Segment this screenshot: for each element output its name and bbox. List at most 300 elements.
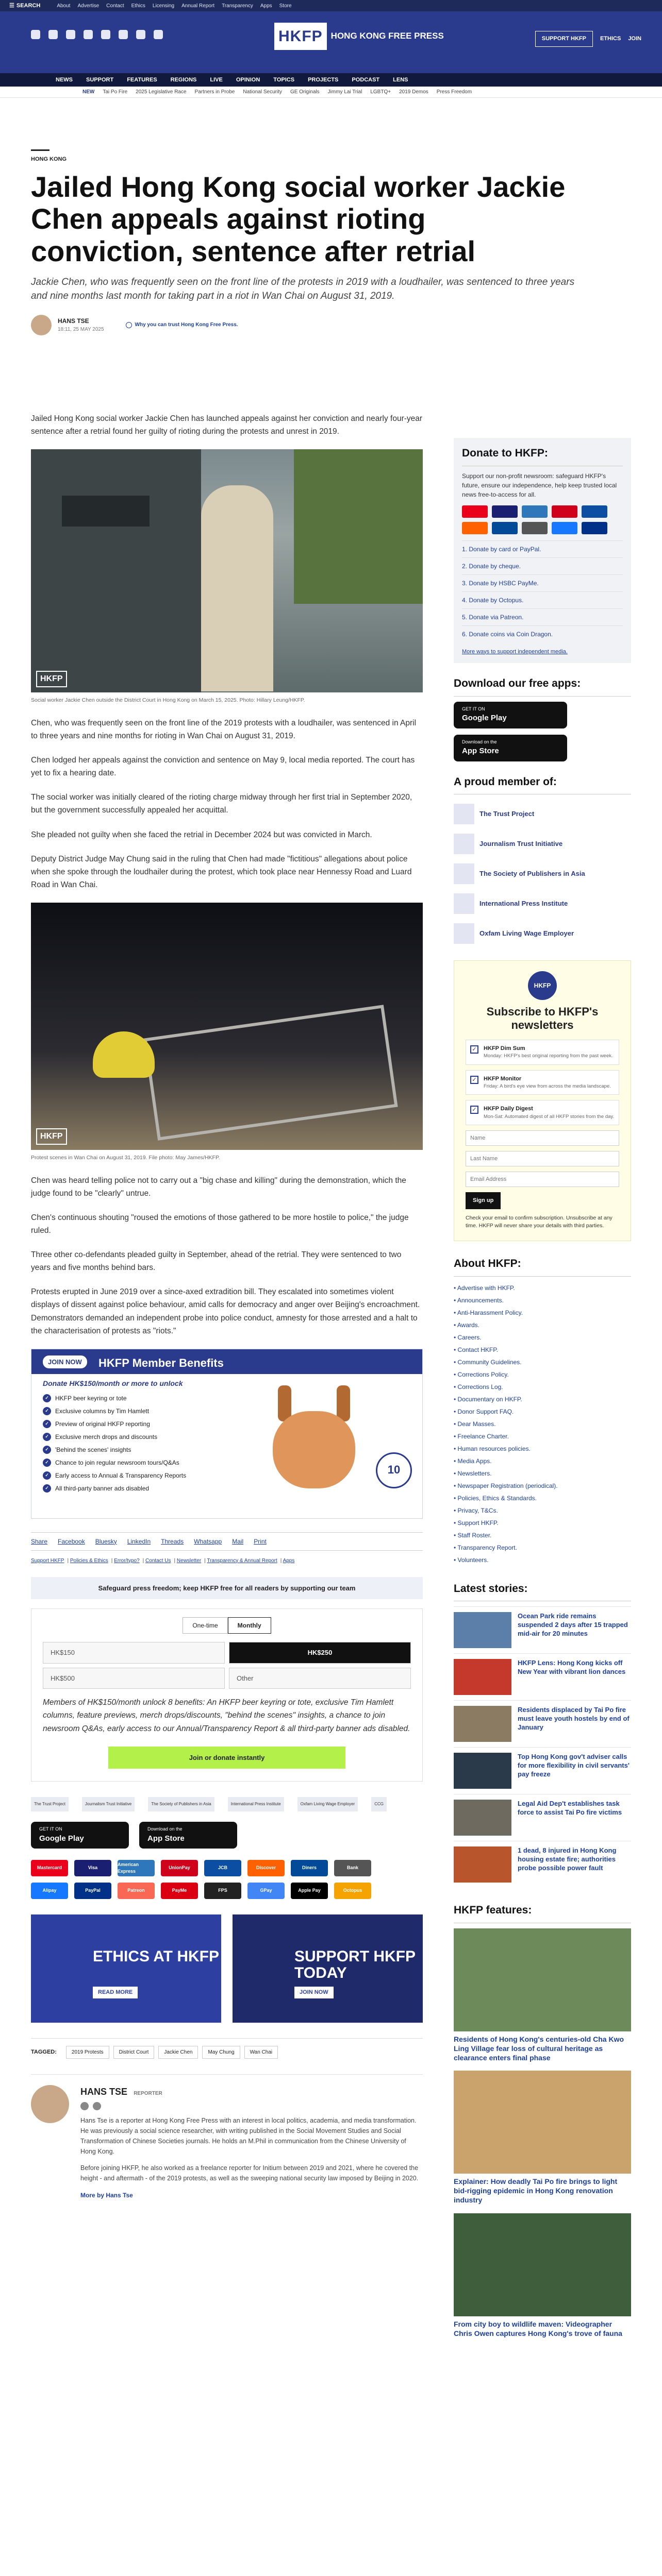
share-link[interactable]: Bluesky <box>95 1537 117 1545</box>
donate-method-link[interactable]: 6. Donate coins via Coin Dragon. <box>462 625 623 642</box>
about-link-label: Privacy, T&Cs. <box>457 1506 498 1514</box>
google-play-badge[interactable] <box>31 1822 129 1849</box>
feature-item[interactable] <box>454 1928 631 2063</box>
share-bar <box>31 1532 423 1551</box>
donate-widget <box>31 1608 423 1782</box>
latest-title: Latest stories: <box>454 1581 631 1602</box>
donate-methods <box>462 540 623 642</box>
trust-logo[interactable]: The Society of Publishers in Asia <box>148 1797 214 1811</box>
checkbox-icon[interactable]: ✓ <box>470 1076 478 1084</box>
proud-title: A proud member of: <box>454 774 631 795</box>
menu-button[interactable] <box>9 2 40 10</box>
author-avatar[interactable] <box>31 315 52 335</box>
newsletter-desc: Friday: A bird's eye view from across the media landscape. <box>484 1083 611 1090</box>
payment-icon: JCB <box>204 1860 241 1876</box>
join-donate-button[interactable]: Join or donate instantly <box>108 1747 345 1769</box>
about-link[interactable]: • Support HKFP. <box>454 1519 499 1527</box>
more-by-author-link[interactable]: More by Hans Tse <box>80 2192 133 2199</box>
payment-icon: Diners <box>291 1860 328 1876</box>
payment-icon: Mastercard <box>31 1860 68 1876</box>
payment-icon: Patreon <box>118 1883 155 1899</box>
author-box-name[interactable]: HANS TSE <box>80 2087 128 2097</box>
hkfp-badge: HKFP <box>528 971 557 1000</box>
latest-story[interactable] <box>454 1653 631 1700</box>
separator: | <box>174 1557 177 1564</box>
share-link[interactable]: Whatsapp <box>194 1537 222 1545</box>
about-link[interactable]: • Community Guidelines. <box>454 1358 522 1366</box>
newsletter-desc: Mon-Sat: Automated digest of all HKFP stories from the day. <box>484 1113 615 1120</box>
telegram-icon[interactable] <box>136 30 145 39</box>
payment-icon: American Express <box>118 1860 155 1876</box>
about-link[interactable]: • Media Apps. <box>454 1457 492 1465</box>
site-header <box>0 11 662 73</box>
about-link-label: Contact HKFP. <box>457 1346 499 1353</box>
author-box <box>31 2074 423 2201</box>
nav-item[interactable]: PROJECTS <box>308 76 339 83</box>
sign-up-button[interactable]: Sign up <box>466 1192 501 1209</box>
utility-bar <box>0 0 662 11</box>
photo-caption: Social worker Jackie Chen outside the District Court in Hong Kong on March 15, 2025. Photo: Hillary Leung/HKFP. <box>31 697 305 704</box>
about-link[interactable]: • Freelance Charter. <box>454 1432 509 1440</box>
donate-method-link[interactable]: 3. Donate by HSBC PayMe. <box>462 574 623 591</box>
tag-list <box>31 2038 423 2059</box>
policy-link[interactable]: Transparency & Annual Report <box>207 1557 277 1564</box>
story-headline[interactable]: HKFP Lens: Hong Kong kicks off New Year with vibrant lion dances <box>518 1659 626 1675</box>
benefit-item <box>43 1458 186 1467</box>
subnav-item[interactable]: 2025 Legislative Race <box>136 89 187 95</box>
member-banner-subtitle: Donate HK$150/month or more to unlock <box>43 1379 183 1387</box>
app-store-badge[interactable] <box>139 1822 237 1849</box>
paragraph: Three other co-defendants pleaded guilty in September, ahead of the retrial. They were sentenced to two years and five months behind bars. <box>31 1250 402 1273</box>
payment-icon <box>552 505 577 518</box>
amount-option[interactable]: HK$500 <box>43 1668 225 1689</box>
tag-chip[interactable]: May Chung <box>202 2046 240 2059</box>
member-logo[interactable] <box>454 804 631 824</box>
utility-links <box>57 2 291 10</box>
latest-story[interactable] <box>454 1700 631 1747</box>
newsletter-option[interactable] <box>466 1070 619 1095</box>
separator: | <box>67 1557 70 1564</box>
payment-icon <box>552 522 577 534</box>
promo-title: ETHICS AT HKFP <box>93 1948 219 1965</box>
site-logo[interactable] <box>274 23 444 50</box>
feature-image <box>454 2213 631 2316</box>
about-link-label: Corrections Log. <box>457 1383 503 1391</box>
subnav-item[interactable]: GE Originals <box>290 89 320 95</box>
anniversary-badge: 10 <box>376 1452 412 1488</box>
separator: | <box>142 1557 146 1564</box>
logo-words: HONG KONG FREE PRESS <box>330 31 444 41</box>
donate-method-link[interactable]: 1. Donate by card or PayPal. <box>462 540 623 557</box>
subscribe-note: Check your email to confirm subscription. Unsubscribe at any time. HKFP will never share your details with third parties. <box>466 1214 613 1229</box>
nav-item[interactable]: NEWS <box>56 76 73 83</box>
photo-jackie-chen <box>31 449 423 692</box>
share-link[interactable]: Threads <box>161 1537 184 1545</box>
ethics-link[interactable]: ETHICS <box>600 36 621 42</box>
menu-label: SEARCH <box>16 2 41 9</box>
check-icon: ✓ <box>43 1433 51 1441</box>
paragraph: Chen lodged her appeals against the conviction and sentence on May 9, local media reported. The court has yet to fix a hearing date. <box>31 756 415 778</box>
utility-link[interactable]: Transparency <box>222 3 253 9</box>
instagram-icon[interactable] <box>66 30 75 39</box>
subnav-item[interactable]: Partners in Probe <box>194 89 235 95</box>
about-link[interactable]: • Announcements. <box>454 1296 504 1304</box>
payment-icon <box>582 522 607 534</box>
sidebar <box>454 438 631 2346</box>
about-link[interactable]: • Corrections Policy. <box>454 1370 509 1378</box>
about-link[interactable]: • Awards. <box>454 1321 480 1329</box>
donate-card-title: Donate to HKFP: <box>462 445 623 466</box>
trust-logo[interactable]: CCG <box>371 1797 387 1811</box>
nav-item[interactable]: FEATURES <box>127 76 157 83</box>
one-time-option[interactable]: One-time <box>183 1617 227 1634</box>
benefit-item <box>43 1445 186 1454</box>
paragraph: Chen, who was frequently seen on the front line of the 2019 protests with a loudhailer, was sentenced in April to three years and nine months for rioting in Wan Chai on August 31, 2019. <box>31 718 417 741</box>
about-link[interactable]: • Contact HKFP. <box>454 1346 499 1353</box>
check-icon: ✓ <box>43 1459 51 1467</box>
member-logo[interactable] <box>454 863 631 884</box>
share-link[interactable]: LinkedIn <box>127 1537 151 1545</box>
payment-icon: GPay <box>247 1883 285 1899</box>
about-link[interactable]: • Anti-Harassment Policy. <box>454 1309 523 1316</box>
trust-logo[interactable]: The Trust Project <box>31 1797 69 1811</box>
sub-nav <box>0 87 662 98</box>
share-link[interactable]: Share <box>31 1537 48 1545</box>
amount-option-selected[interactable]: HK$250 <box>229 1642 411 1664</box>
nav-item[interactable]: OPINION <box>236 76 260 83</box>
about-link-label: Policies, Ethics & Standards. <box>457 1494 537 1502</box>
member-logo[interactable] <box>454 893 631 914</box>
payment-icon <box>582 505 607 518</box>
nav-item[interactable]: LENS <box>393 76 408 83</box>
about-link[interactable]: • Transparency Report. <box>454 1544 517 1551</box>
payment-icon: Apple Pay <box>291 1883 328 1899</box>
trust-link[interactable] <box>126 321 238 329</box>
about-link-label: Advertise with HKFP. <box>457 1284 515 1292</box>
about-link-label: Donor Support FAQ. <box>457 1408 514 1415</box>
story-headline[interactable]: Ocean Park ride remains suspended 2 days after 15 trapped mid-air for 20 minutes <box>518 1612 628 1637</box>
frequency-toggle <box>43 1617 411 1634</box>
photo-watermark: HKFP <box>36 671 67 687</box>
subnav-item[interactable]: Jimmy Lai Trial <box>327 89 362 95</box>
story-headline[interactable]: 1 dead, 8 injured in Hong Kong housing estate fire; authorities probe possible power fault <box>518 1846 617 1872</box>
about-section <box>454 1256 631 1566</box>
facebook-icon[interactable] <box>31 30 40 39</box>
member-logo-label: International Press Institute <box>479 900 568 908</box>
payment-icon: Visa <box>74 1860 111 1876</box>
check-icon: ✓ <box>43 1420 51 1428</box>
check-icon: ✓ <box>43 1484 51 1493</box>
photo-watermark: HKFP <box>36 1128 67 1145</box>
about-link-label: Newspaper Registration (periodical). <box>457 1482 558 1489</box>
about-link-label: Newsletters. <box>457 1469 492 1477</box>
subnav-item[interactable]: Tai Po Fire <box>103 89 128 95</box>
feature-item[interactable] <box>454 2213 631 2338</box>
about-link-label: Media Apps. <box>457 1457 492 1465</box>
payment-icon: UnionPay <box>161 1860 198 1876</box>
donate-method-link[interactable]: 4. Donate by Octopus. <box>462 591 623 608</box>
publish-date: 18:11, 25 MAY 2025 <box>58 327 104 333</box>
author-name[interactable]: HANS TSE <box>58 317 89 325</box>
policy-link[interactable]: Policies & Ethics <box>70 1557 108 1564</box>
newsletter-text <box>484 1044 613 1060</box>
about-link-label: Careers. <box>457 1333 482 1341</box>
about-link[interactable]: • Corrections Log. <box>454 1383 503 1391</box>
article-header <box>31 149 631 335</box>
utility-link[interactable]: Licensing <box>152 3 175 9</box>
donate-card-text: Support our non-profit newsroom: safeguard HKFP's future, ensure our independence, help keep trusted local news free-to-access for all. <box>462 472 617 498</box>
about-links <box>454 1282 631 1566</box>
photo-protest <box>31 903 423 1150</box>
donate-card-payment-icons <box>462 505 623 534</box>
member-banner-title: HKFP Member Benefits <box>98 1356 224 1369</box>
about-link-label: Human resources policies. <box>457 1445 531 1452</box>
paragraph: Deputy District Judge May Chung said in the ruling that Chen had made "fictitious" allegations about police when she spoke through the loudhailer during the protest, which took place near Hennessy Road and Luard Road in Wan Chai. <box>31 854 412 889</box>
feature-image <box>454 1928 631 2031</box>
nav-item[interactable]: REGIONS <box>170 76 197 83</box>
tag-chip[interactable]: District Court <box>113 2046 155 2059</box>
donate-method-link[interactable]: 2. Donate by cheque. <box>462 557 623 574</box>
join-link[interactable]: JOIN <box>628 36 641 42</box>
feature-item[interactable] <box>454 2071 631 2205</box>
payment-icon: Octopus <box>334 1883 371 1899</box>
utility-link[interactable]: Contact <box>106 3 124 9</box>
nav-item[interactable]: TOPICS <box>273 76 295 83</box>
badge-text: Google Play <box>39 1834 84 1843</box>
newsletter-title: HKFP Monitor <box>484 1075 522 1082</box>
tag-chip[interactable]: 2019 Protests <box>66 2046 109 2059</box>
author-photo[interactable] <box>31 2085 69 2123</box>
policy-link[interactable]: Error/typo? <box>114 1557 140 1564</box>
about-link-label: Transparency Report. <box>457 1544 517 1551</box>
amount-options <box>43 1642 411 1689</box>
logo-mark: HKFP <box>274 23 327 50</box>
more-ways-link[interactable]: More ways to support independent media. <box>462 648 568 655</box>
promo-button[interactable]: READ MORE <box>93 1987 138 1998</box>
email-icon[interactable] <box>80 2102 89 2110</box>
x-icon[interactable] <box>48 30 58 39</box>
story-headline[interactable]: Top Hong Kong gov't adviser calls for more flexibility in civil servants' pay freeze <box>518 1753 630 1778</box>
benefit-item <box>43 1471 186 1480</box>
policy-link[interactable]: Support HKFP <box>31 1557 64 1564</box>
paragraph: The social worker was initially cleared of the rioting charge midway through her first trial in September 2020, but the government successfully appealed her acquittal. <box>31 793 412 815</box>
figure-1 <box>31 449 423 704</box>
benefit-item <box>43 1484 186 1493</box>
support-hkfp-button[interactable]: SUPPORT HKFP <box>535 31 593 47</box>
name-field[interactable] <box>466 1130 619 1146</box>
share-link[interactable]: Facebook <box>58 1537 85 1545</box>
about-link[interactable]: • Staff Roster. <box>454 1531 492 1539</box>
about-link-label: Documentary on HKFP. <box>457 1395 522 1403</box>
newsletter-option[interactable] <box>466 1040 619 1065</box>
separator: | <box>280 1557 283 1564</box>
new-label: NEW <box>82 89 95 95</box>
newsletter-text <box>484 1105 614 1121</box>
subnav-item[interactable]: Press Freedom <box>436 89 472 95</box>
join-now-badge[interactable]: JOIN NOW <box>43 1355 87 1369</box>
newsletter-desc: Monday: HKFP's best original reporting from the past week. <box>484 1053 613 1059</box>
trust-logo[interactable]: Oxfam Living Wage Employer <box>297 1797 358 1811</box>
trust-logo[interactable]: Journalism Trust Initiative <box>82 1797 135 1811</box>
payment-icon: Discover <box>247 1860 285 1876</box>
newsletter-option[interactable] <box>466 1100 619 1125</box>
payment-icon <box>492 522 518 534</box>
section-tag[interactable]: HONG KONG <box>31 149 49 164</box>
payment-icon: Bank <box>334 1860 371 1876</box>
about-link[interactable]: • Newspaper Registration (periodical). <box>454 1482 558 1489</box>
member-logo-mark <box>454 804 474 824</box>
payment-icon <box>522 522 548 534</box>
member-logo[interactable] <box>454 834 631 854</box>
share-link[interactable]: Print <box>254 1537 267 1545</box>
paragraph: She pleaded not guilty when she faced the retrial in December 2024 but was convicted in March. <box>31 830 372 839</box>
info-icon <box>126 322 132 328</box>
main-nav <box>0 73 662 87</box>
subnav-item[interactable]: LGBTQ+ <box>370 89 391 95</box>
newsletter-options <box>466 1040 619 1125</box>
last-name-field[interactable] <box>466 1151 619 1166</box>
about-link-label: Community Guidelines. <box>457 1358 522 1366</box>
google-play-badge[interactable] <box>454 702 567 728</box>
policy-link[interactable]: Contact Us <box>145 1557 171 1564</box>
utility-link[interactable]: About <box>57 3 71 9</box>
about-link-label: Support HKFP. <box>457 1519 499 1527</box>
apps-title: Download our free apps: <box>454 675 631 697</box>
about-link-label: Dear Masses. <box>457 1420 496 1428</box>
donate-method-link[interactable]: 5. Donate via Patreon. <box>462 608 623 625</box>
utility-link[interactable]: Apps <box>260 3 272 9</box>
about-link[interactable]: • Donor Support FAQ. <box>454 1408 514 1415</box>
whatsapp-icon[interactable] <box>119 30 128 39</box>
latest-story[interactable] <box>454 1841 631 1888</box>
feature-headline[interactable]: Explainer: How deadly Tai Po fire brings to light bid-rigging epidemic in Hong Kong renovation industry <box>454 2177 618 2205</box>
badge-text: Google Play <box>462 714 507 722</box>
benefit-item <box>43 1406 186 1416</box>
benefit-list <box>43 1394 186 1497</box>
about-link[interactable]: • Newsletters. <box>454 1469 492 1477</box>
payment-icon: PayPal <box>74 1883 111 1899</box>
policy-link[interactable]: Apps <box>283 1557 295 1564</box>
headline: Jailed Hong Kong social worker Jackie Chen appeals against rioting conviction, sentence after retrial <box>31 170 566 267</box>
story-headline[interactable]: Residents displaced by Tai Po fire must leave youth hostels by end of January <box>518 1706 630 1731</box>
story-thumbnail <box>454 1612 511 1648</box>
features-section <box>454 1902 631 2338</box>
figure-2 <box>31 903 423 1162</box>
utility-link[interactable]: Annual Report <box>181 3 215 9</box>
monthly-option[interactable]: Monthly <box>228 1617 271 1634</box>
nav-item[interactable]: SUPPORT <box>86 76 114 83</box>
story-thumbnail <box>454 1800 511 1836</box>
latest-stories <box>454 1581 631 1888</box>
subnav-item[interactable]: National Security <box>243 89 282 95</box>
email-field[interactable] <box>466 1172 619 1187</box>
about-link-label: Awards. <box>457 1321 480 1329</box>
tag-chip[interactable]: Wan Chai <box>244 2046 278 2059</box>
benefit-label: HKFP beer keyring or tote <box>55 1394 127 1402</box>
author-bio: Before joining HKFP, he also worked as a freelance reporter for Initium between 2019 and 2021, where he covered the height - and aftermath - of the 2019 protests, as well as the sweeping national security law imposed by Beijing in 2020. <box>80 2164 419 2182</box>
utility-link[interactable]: Advertise <box>77 3 100 9</box>
about-link[interactable]: • Policies, Ethics & Standards. <box>454 1494 537 1502</box>
about-link-label: Announcements. <box>457 1296 504 1304</box>
promo-ethics[interactable] <box>31 1914 221 2023</box>
payment-icon <box>522 505 548 518</box>
policy-link[interactable]: Newsletter <box>176 1557 202 1564</box>
about-link[interactable]: • Dear Masses. <box>454 1420 496 1428</box>
utility-link[interactable]: Store <box>279 3 292 9</box>
paragraph: Protests erupted in June 2019 over a since-axed extradition bill. They escalated into sometimes violent displays of dissent against police behaviour, amid calls for democracy and anger over Beijing's encroachment. Demonstrators demanded an independent probe into police conduct, amnesty for those arrested and a halt to the characterisation of protests as "riots." <box>31 1287 420 1335</box>
separator: | <box>111 1557 114 1564</box>
newsletter-title: HKFP Daily Digest <box>484 1106 533 1112</box>
about-link[interactable]: • Human resources policies. <box>454 1445 531 1452</box>
latest-story[interactable] <box>454 1794 631 1841</box>
member-logo[interactable] <box>454 923 631 944</box>
x-icon[interactable] <box>93 2102 101 2110</box>
benefit-label: Exclusive merch drops and discounts <box>55 1433 158 1440</box>
utility-link[interactable]: Ethics <box>131 3 145 9</box>
member-logo-mark <box>454 863 474 884</box>
latest-story[interactable] <box>454 1606 631 1653</box>
badge-small-text: GET IT ON <box>39 1826 62 1832</box>
about-title: About HKFP: <box>454 1256 631 1277</box>
bluesky-icon[interactable] <box>84 30 93 39</box>
member-logo-label: The Trust Project <box>479 810 535 818</box>
amount-option[interactable]: HK$150 <box>43 1642 225 1664</box>
nav-item[interactable]: LIVE <box>210 76 223 83</box>
header-actions <box>535 31 641 47</box>
youtube-icon[interactable] <box>101 30 110 39</box>
promo-title: SUPPORT HKFP TODAY <box>294 1948 416 1981</box>
subnav-item[interactable]: 2019 Demos <box>399 89 428 95</box>
payment-icon: PayMe <box>161 1883 198 1899</box>
latest-story[interactable] <box>454 1747 631 1794</box>
photo-caption: Protest scenes in Wan Chai on August 31, 2019. File photo: May James/HKFP. <box>31 1155 220 1161</box>
promo-support[interactable] <box>233 1914 423 2023</box>
story-headline[interactable]: Legal Aid Dep't establishes task force to assist Tai Po fire victims <box>518 1800 622 1816</box>
feature-headline[interactable]: From city boy to wildlife maven: Videographer Chris Owen captures Hong Kong's trove of fauna <box>454 2319 622 2337</box>
threads-icon[interactable] <box>154 30 163 39</box>
check-icon: ✓ <box>43 1394 51 1402</box>
amount-option-other[interactable]: Other <box>229 1668 411 1689</box>
proud-member <box>454 774 631 948</box>
newsletter-signup <box>454 960 631 1241</box>
member-benefits-banner[interactable] <box>31 1349 423 1519</box>
about-link[interactable]: • Volunteers. <box>454 1556 489 1564</box>
about-link[interactable]: • Documentary on HKFP. <box>454 1395 522 1403</box>
payment-icon: Alipay <box>31 1883 68 1899</box>
check-icon: ✓ <box>43 1407 51 1415</box>
about-link[interactable]: • Careers. <box>454 1333 482 1341</box>
trust-logo[interactable]: International Press Institute <box>228 1797 284 1811</box>
paragraph: Jailed Hong Kong social worker Jackie Chen has launched appeals against her conviction and nearly four-year sentence after a retrial found her guilty of rioting during the protests and unrest in 2019. <box>31 414 423 436</box>
tag-chip[interactable]: Jackie Chen <box>158 2046 198 2059</box>
feature-headline[interactable]: Residents of Hong Kong's centuries-old Cha Kwo Ling Village fear loss of cultural heritage as clearance enters final phase <box>454 2035 624 2062</box>
share-link[interactable]: Mail <box>232 1537 244 1545</box>
about-link[interactable]: • Privacy, T&Cs. <box>454 1506 498 1514</box>
app-store-badge[interactable] <box>454 735 567 761</box>
newsletter-text <box>484 1075 611 1091</box>
promo-button[interactable]: JOIN NOW <box>294 1987 334 1998</box>
checkbox-icon[interactable]: ✓ <box>470 1045 478 1054</box>
about-link[interactable]: • Advertise with HKFP. <box>454 1284 515 1292</box>
feature-image <box>454 2071 631 2174</box>
about-link-label: Freelance Charter. <box>457 1432 509 1440</box>
benefit-label: Early access to Annual & Transparency Reports <box>55 1471 187 1479</box>
author-box-role: REPORTER <box>134 2091 162 2097</box>
checkbox-icon[interactable]: ✓ <box>470 1106 478 1114</box>
member-logo-label: Journalism Trust Initiative <box>479 840 563 848</box>
nav-item[interactable]: PODCAST <box>352 76 380 83</box>
promo-cards <box>31 1914 423 2023</box>
